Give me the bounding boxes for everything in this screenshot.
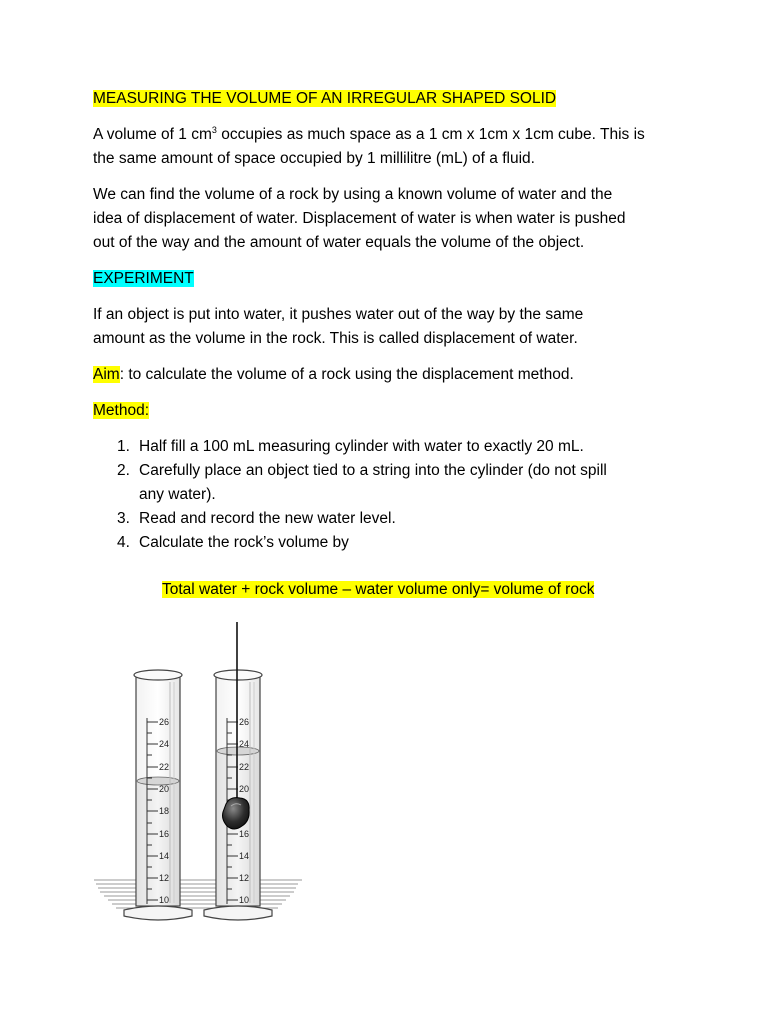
- svg-text:24: 24: [239, 739, 250, 749]
- svg-text:14: 14: [239, 851, 250, 861]
- step-1-number: 1.: [117, 438, 130, 455]
- step-3-text: Read and record the new water level.: [139, 510, 396, 527]
- step-2-text-continued: any water).: [139, 486, 216, 503]
- svg-text:22: 22: [239, 762, 250, 772]
- page-title: [93, 87, 556, 111]
- experiment-heading-text: EXPERIMENT: [93, 270, 194, 287]
- svg-text:10: 10: [159, 895, 170, 905]
- displacement-line-2: idea of displacement of water. Displacement of water is when water is pushed: [93, 210, 626, 227]
- svg-text:14: 14: [159, 851, 170, 861]
- aim-label: Aim: [93, 366, 120, 383]
- table-shadow-lines: [94, 880, 302, 908]
- method-heading: [93, 399, 149, 423]
- svg-text:20: 20: [159, 784, 170, 794]
- step-3-number: 3.: [117, 510, 130, 527]
- intro-line-1-post: occupies as much space as a 1 cm x 1cm x 1cm cube. This is: [216, 126, 645, 143]
- svg-text:16: 16: [239, 829, 250, 839]
- svg-text:10: 10: [239, 895, 250, 905]
- left-measuring-cylinder: [124, 670, 192, 920]
- svg-text:18: 18: [159, 806, 170, 816]
- aim-text: : to calculate the volume of a rock using the displacement method.: [119, 366, 574, 383]
- step-4-number: 4.: [117, 534, 130, 551]
- experiment-heading: [93, 267, 194, 291]
- measuring-cylinders-illustration: [90, 618, 310, 928]
- formula-line: [162, 578, 594, 602]
- step-1-text: Half fill a 100 mL measuring cylinder with water to exactly 20 mL.: [139, 438, 584, 455]
- svg-text:16: 16: [159, 829, 170, 839]
- displacement-line-3: out of the way and the amount of water equals the volume of the object.: [93, 234, 585, 251]
- svg-text:20: 20: [239, 784, 250, 794]
- svg-text:24: 24: [159, 739, 170, 749]
- intro-line-2: the same amount of space occupied by 1 millilitre (mL) of a fluid.: [93, 150, 535, 167]
- displacement-line-1: We can find the volume of a rock by using a known volume of water and the: [93, 186, 613, 203]
- step-4-text: Calculate the rock’s volume by: [139, 534, 349, 551]
- svg-text:12: 12: [159, 873, 170, 883]
- step-2-text: Carefully place an object tied to a string into the cylinder (do not spill: [139, 462, 607, 479]
- experiment-line-2: amount as the volume in the rock. This is called displacement of water.: [93, 330, 578, 347]
- experiment-line-1: If an object is put into water, it pushes water out of the way by the same: [93, 306, 584, 323]
- title-text: MEASURING THE VOLUME OF AN IRREGULAR SHAPED SOLID: [93, 90, 557, 107]
- intro-line-1-pre: A volume of 1 cm: [93, 126, 212, 143]
- svg-text:12: 12: [239, 873, 250, 883]
- step-2-number: 2.: [117, 462, 130, 479]
- left-cylinder-scale-labels: [159, 717, 169, 905]
- intro-line-1: [93, 123, 645, 147]
- svg-text:26: 26: [239, 717, 250, 727]
- formula-text: Total water + rock volume – water volume only= volume of rock: [162, 581, 595, 598]
- right-measuring-cylinder: [204, 622, 272, 920]
- aim-line: [93, 363, 574, 387]
- svg-text:26: 26: [159, 717, 170, 727]
- intro-superscript: 3: [211, 125, 217, 135]
- svg-text:22: 22: [159, 762, 170, 772]
- method-heading-text: Method:: [93, 402, 150, 419]
